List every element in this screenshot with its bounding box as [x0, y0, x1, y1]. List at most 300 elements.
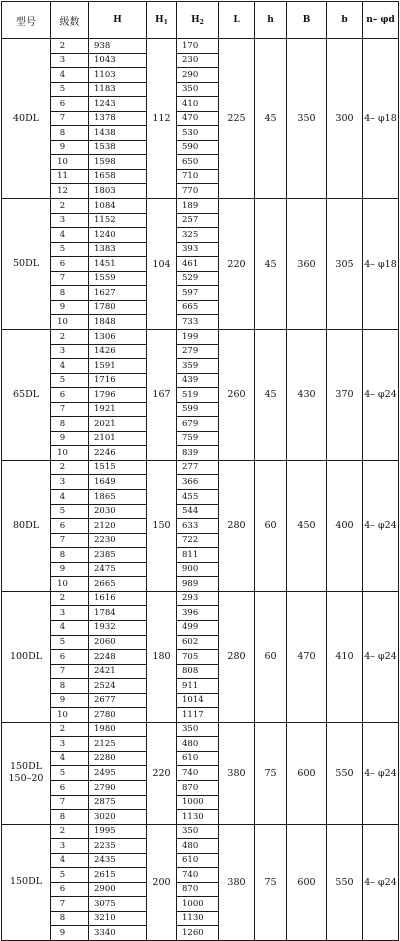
stage-cell [51, 460, 89, 591]
stage-cell-value: 9 [51, 140, 88, 155]
H1-cell: 112 [147, 39, 177, 199]
H-cell-value: 1559 [89, 271, 146, 286]
H2-cell-list [177, 825, 218, 940]
H-cell-list [89, 199, 146, 329]
H2-cell-value: 1260 [177, 925, 218, 940]
stage-cell-value: 7 [51, 533, 88, 548]
holes-cell: 4– φ24 [363, 722, 399, 824]
model-cell [2, 199, 51, 330]
H2-cell-value: 1130 [177, 809, 218, 824]
H2-cell-value: 439 [177, 373, 218, 388]
model-group-row [2, 722, 399, 824]
stage-cell-value: 6 [51, 96, 88, 111]
H2-cell-list [177, 199, 218, 329]
stage-cell-value: 3 [51, 736, 88, 751]
H2-cell [177, 329, 219, 460]
L-cell: 280 [219, 460, 255, 591]
stage-cell-value: 10 [51, 576, 88, 591]
H2-cell [177, 460, 219, 591]
H2-cell-list [177, 330, 218, 460]
header-h: h [255, 2, 287, 39]
stage-cell-value: 2 [59, 826, 66, 837]
stage-cell-value: 5 [51, 242, 88, 257]
H2-cell-value: 530 [177, 125, 218, 140]
stage-cell-value: 7 [51, 896, 88, 911]
H2-cell-value: 610 [177, 853, 218, 868]
stage-cell-value: 3 [51, 53, 88, 68]
header-B: B [287, 2, 327, 39]
B-cell: 600 [287, 722, 327, 824]
H-cell-value: 2230 [89, 533, 146, 548]
header-b: b [327, 2, 363, 39]
H-cell-value: 1240 [89, 227, 146, 242]
H-cell-value: 1451 [89, 256, 146, 271]
model-cell [2, 722, 51, 824]
holes-cell: 4– φ18 [363, 199, 399, 330]
stage-cell-list [51, 39, 88, 198]
H2-cell-list [177, 39, 218, 198]
H2-cell-value: 293 [182, 593, 199, 604]
header-H1-base: H [155, 14, 164, 25]
H2-cell-value: 705 [177, 649, 218, 664]
H2-cell-value: 740 [177, 867, 218, 882]
H-cell [89, 591, 147, 722]
H2-cell-value: 710 [177, 169, 218, 184]
stage-cell-value: 10 [51, 445, 88, 460]
H2-cell-value: 733 [177, 314, 218, 329]
H2-cell-value: 1130 [177, 911, 218, 926]
B-cell: 350 [287, 39, 327, 199]
H-cell-list [89, 723, 146, 824]
stage-cell-value: 2 [59, 593, 66, 604]
stage-cell [51, 199, 89, 330]
H-cell [89, 199, 147, 330]
stage-cell-value: 8 [51, 125, 88, 140]
L-cell: 280 [219, 591, 255, 722]
H2-cell-value: 740 [177, 765, 218, 780]
H2-cell [177, 722, 219, 824]
B-cell: 360 [287, 199, 327, 330]
H2-cell-value: 350 [182, 826, 199, 837]
model-name-line: 150DL [9, 761, 43, 773]
L-cell: 380 [219, 824, 255, 940]
header-H2-base: H [191, 14, 200, 25]
H-cell-value: 1383 [89, 242, 146, 257]
h-cell: 75 [255, 824, 287, 940]
H-cell-value: 2421 [89, 664, 146, 679]
b-cell: 550 [327, 722, 363, 824]
H-cell-value: 1848 [89, 314, 146, 329]
H2-cell-value: 989 [177, 576, 218, 591]
model-group-row [2, 329, 399, 460]
model-name-line: 80DL [12, 519, 39, 531]
H-cell-value: 2030 [89, 504, 146, 519]
H-cell-value: 2475 [89, 562, 146, 577]
stage-cell-value: 3 [51, 838, 88, 853]
H2-cell-value: 230 [177, 53, 218, 68]
H2-cell-value: 396 [177, 605, 218, 620]
model-group-row [2, 199, 399, 330]
L-cell: 225 [219, 39, 255, 199]
H-cell-value: 1306 [94, 331, 116, 342]
stage-cell-value: 6 [51, 882, 88, 897]
stage-cell-value: 8 [51, 285, 88, 300]
H2-cell-value: 480 [177, 838, 218, 853]
model-group-row [2, 824, 399, 940]
H-cell-value: 1591 [89, 358, 146, 373]
H-cell-value: 3075 [89, 896, 146, 911]
stage-cell-value: 7 [51, 111, 88, 126]
B-cell: 600 [287, 824, 327, 940]
stage-cell-value: 7 [51, 795, 88, 810]
stage-cell-value: 10 [51, 314, 88, 329]
H2-cell-value: 350 [182, 724, 199, 735]
stage-cell-list [51, 330, 88, 460]
H-cell-value: 2875 [89, 795, 146, 810]
model-cell [2, 824, 51, 940]
model-cell [2, 460, 51, 591]
holes-cell: 4– φ24 [363, 591, 399, 722]
model-name-line: 40DL [12, 112, 39, 124]
H-cell [89, 722, 147, 824]
H-cell-value: 3020 [89, 809, 146, 824]
H-cell-value: 1995 [94, 826, 116, 837]
H2-cell-value: 1000 [177, 896, 218, 911]
stage-cell-value: 8 [51, 678, 88, 693]
H2-cell [177, 199, 219, 330]
stage-cell [51, 824, 89, 940]
H-cell [89, 460, 147, 591]
header-H1 [147, 2, 177, 39]
stage-cell-value: 9 [51, 925, 88, 940]
H-cell-value: 2235 [89, 838, 146, 853]
h-cell: 45 [255, 329, 287, 460]
stage-cell-value: 6 [51, 649, 88, 664]
H2-cell-value: 679 [177, 416, 218, 431]
H2-cell-value: 870 [177, 882, 218, 897]
model-name-line: 100DL [9, 650, 43, 662]
H-cell-value: 2060 [89, 635, 146, 650]
H-cell-value: 1921 [89, 402, 146, 417]
L-cell: 380 [219, 722, 255, 824]
model-group-row [2, 591, 399, 722]
H1-cell: 167 [147, 329, 177, 460]
H1-cell: 180 [147, 591, 177, 722]
stage-cell-value: 4 [51, 853, 88, 868]
H2-cell [177, 591, 219, 722]
stage-cell-value: 5 [51, 635, 88, 650]
stage-cell-value: 8 [51, 547, 88, 562]
B-cell: 470 [287, 591, 327, 722]
model-cell [2, 39, 51, 199]
H2-cell-value: 470 [177, 111, 218, 126]
stage-cell-value: 10 [51, 154, 88, 169]
H-cell-value: 1084 [94, 200, 116, 211]
stage-cell-value: 12 [51, 183, 88, 198]
H-cell-value: 1043 [89, 53, 146, 68]
stage-cell-value: 5 [51, 373, 88, 388]
H2-cell-value: 366 [177, 474, 218, 489]
stage-cell-value: 9 [51, 562, 88, 577]
H-cell-value: 1627 [89, 285, 146, 300]
H2-cell-value: 759 [177, 431, 218, 446]
stage-cell-value: 2 [59, 724, 66, 735]
H-cell-value: 1378 [89, 111, 146, 126]
H-cell-value: 3340 [89, 925, 146, 940]
H-cell-value: 1865 [89, 489, 146, 504]
H2-cell-value: 279 [177, 344, 218, 359]
b-cell: 305 [327, 199, 363, 330]
model-cell [2, 329, 51, 460]
H2-cell-value: 650 [177, 154, 218, 169]
H2-cell-value: 170 [182, 40, 199, 51]
H-cell-value: 1243 [89, 96, 146, 111]
stage-cell-value: 5 [51, 765, 88, 780]
H-cell-value: 938 [94, 40, 111, 51]
H-cell-value: 2120 [89, 518, 146, 533]
H-cell-value: 1780 [89, 300, 146, 315]
H-cell-list [89, 461, 146, 591]
H-cell-value: 1803 [89, 183, 146, 198]
H2-cell-value: 350 [177, 82, 218, 97]
stage-cell-value: 9 [51, 300, 88, 315]
header-holes: n– φd [363, 2, 399, 39]
stage-cell-value: 3 [51, 213, 88, 228]
H-cell-value: 2021 [89, 416, 146, 431]
stage-cell-value: 8 [51, 911, 88, 926]
stage-cell-list [51, 199, 88, 329]
H2-cell [177, 824, 219, 940]
model-name-line: 65DL [12, 388, 39, 400]
stage-cell-value: 4 [51, 620, 88, 635]
H2-cell-value: 911 [177, 678, 218, 693]
H-cell-value: 1716 [89, 373, 146, 388]
header-H2-sub: 2 [199, 18, 204, 26]
H-cell-value: 2615 [89, 867, 146, 882]
holes-cell: 4– φ24 [363, 329, 399, 460]
H-cell-value: 1538 [89, 140, 146, 155]
stage-cell [51, 722, 89, 824]
stage-cell-value: 8 [51, 416, 88, 431]
H-cell-value: 2495 [89, 765, 146, 780]
model-name-line: 150DL [9, 876, 43, 888]
H2-cell-value: 480 [177, 736, 218, 751]
H2-cell-value: 359 [177, 358, 218, 373]
stage-cell-value: 6 [51, 256, 88, 271]
H2-cell-value: 544 [177, 504, 218, 519]
stage-cell-value: 2 [59, 40, 66, 51]
H-cell-value: 2790 [89, 780, 146, 795]
stage-cell-value: 5 [51, 867, 88, 882]
h-cell: 75 [255, 722, 287, 824]
H2-cell-value: 722 [177, 533, 218, 548]
header-L: L [219, 2, 255, 39]
stage-cell-value: 8 [51, 809, 88, 824]
H-cell-value: 2280 [89, 751, 146, 766]
H-cell-value: 2524 [89, 678, 146, 693]
stage-cell-value: 3 [51, 605, 88, 620]
b-cell: 550 [327, 824, 363, 940]
stage-cell-value: 9 [51, 431, 88, 446]
H2-cell-value: 393 [177, 242, 218, 257]
stage-cell [51, 591, 89, 722]
H-cell-value: 1796 [89, 387, 146, 402]
stage-cell-value: 3 [51, 474, 88, 489]
H2-cell-value: 455 [177, 489, 218, 504]
H-cell-value: 2246 [89, 445, 146, 460]
H2-cell-value: 839 [177, 445, 218, 460]
B-cell: 430 [287, 329, 327, 460]
H2-cell-value: 1000 [177, 795, 218, 810]
holes-cell: 4– φ18 [363, 39, 399, 199]
H-cell-list [89, 330, 146, 460]
h-cell: 60 [255, 460, 287, 591]
H-cell-value: 1658 [89, 169, 146, 184]
H2-cell-value: 590 [177, 140, 218, 155]
H2-cell-value: 633 [177, 518, 218, 533]
stage-cell-value: 2 [59, 200, 66, 211]
B-cell: 450 [287, 460, 327, 591]
b-cell: 410 [327, 591, 363, 722]
H2-cell-value: 277 [182, 462, 199, 473]
H2-cell-value: 770 [177, 183, 218, 198]
H-cell-value: 1616 [94, 593, 116, 604]
H-cell-value: 1649 [89, 474, 146, 489]
H-cell-value: 2780 [89, 707, 146, 722]
H-cell-value: 1598 [89, 154, 146, 169]
h-cell: 60 [255, 591, 287, 722]
H2-cell-value: 599 [177, 402, 218, 417]
H1-cell: 200 [147, 824, 177, 940]
b-cell: 400 [327, 460, 363, 591]
H-cell [89, 39, 147, 199]
header-H1-sub: 1 [163, 18, 168, 26]
H-cell-value: 1426 [89, 344, 146, 359]
stage-cell-value: 9 [51, 693, 88, 708]
H-cell-list [89, 39, 146, 198]
H2-cell-value: 189 [182, 200, 199, 211]
L-cell: 220 [219, 199, 255, 330]
H2-cell-value: 1014 [177, 693, 218, 708]
H-cell-list [89, 592, 146, 722]
stage-cell-value: 2 [59, 331, 66, 342]
H2-cell-value: 811 [177, 547, 218, 562]
H-cell [89, 329, 147, 460]
H2-cell-value: 1117 [177, 707, 218, 722]
H2-cell [177, 39, 219, 199]
H2-cell-value: 870 [177, 780, 218, 795]
header-H: H [89, 2, 147, 39]
H-cell-list [89, 825, 146, 940]
b-cell: 300 [327, 39, 363, 199]
stage-cell-value: 6 [51, 518, 88, 533]
stage-cell-value: 11 [51, 169, 88, 184]
H2-cell-value: 499 [177, 620, 218, 635]
header-row [2, 2, 399, 39]
stage-cell [51, 329, 89, 460]
H2-cell-value: 257 [177, 213, 218, 228]
stage-cell-value: 5 [51, 504, 88, 519]
H2-cell-value: 597 [177, 285, 218, 300]
model-name-line: 50DL [12, 258, 39, 270]
stage-cell-value: 4 [51, 751, 88, 766]
stage-cell-value: 4 [51, 358, 88, 373]
H2-cell-value: 665 [177, 300, 218, 315]
model-group-row [2, 39, 399, 199]
H2-cell-value: 325 [177, 227, 218, 242]
h-cell: 45 [255, 199, 287, 330]
H2-cell-value: 900 [177, 562, 218, 577]
stage-cell-list [51, 592, 88, 722]
H-cell-value: 1152 [89, 213, 146, 228]
H-cell-value: 1784 [89, 605, 146, 620]
H2-cell-value: 461 [177, 256, 218, 271]
H-cell-value: 3210 [89, 911, 146, 926]
model-cell [2, 591, 51, 722]
h-cell: 45 [255, 39, 287, 199]
table-body [2, 39, 399, 941]
stage-cell-list [51, 825, 88, 940]
stage-cell [51, 39, 89, 199]
H2-cell-value: 529 [177, 271, 218, 286]
header-H2 [177, 2, 219, 39]
model-group-row [2, 460, 399, 591]
stage-cell-value: 4 [51, 227, 88, 242]
stage-cell-value: 4 [51, 67, 88, 82]
stage-cell-value: 6 [51, 780, 88, 795]
H2-cell-value: 602 [177, 635, 218, 650]
H-cell-value: 2900 [89, 882, 146, 897]
dimension-table [1, 1, 399, 941]
stage-cell-list [51, 461, 88, 591]
H-cell-value: 2665 [89, 576, 146, 591]
H-cell-value: 1515 [94, 462, 116, 473]
model-name-line: 150–20 [8, 773, 44, 785]
H2-cell-list [177, 592, 218, 722]
H1-cell: 220 [147, 722, 177, 824]
H2-cell-list [177, 723, 218, 824]
stage-cell-value: 2 [59, 462, 66, 473]
H2-cell-list [177, 461, 218, 591]
H-cell-value: 2125 [89, 736, 146, 751]
stage-cell-list [51, 723, 88, 824]
H-cell-value: 2248 [89, 649, 146, 664]
H2-cell-value: 410 [177, 96, 218, 111]
H2-cell-value: 808 [177, 664, 218, 679]
holes-cell: 4– φ24 [363, 824, 399, 940]
H-cell-value: 1932 [89, 620, 146, 635]
stage-cell-value: 7 [51, 271, 88, 286]
H-cell-value: 2101 [89, 431, 146, 446]
H-cell-value: 1103 [89, 67, 146, 82]
b-cell: 370 [327, 329, 363, 460]
holes-cell: 4– φ24 [363, 460, 399, 591]
H-cell-value: 1183 [89, 82, 146, 97]
H2-cell-value: 610 [177, 751, 218, 766]
H1-cell: 104 [147, 199, 177, 330]
H-cell-value: 1438 [89, 125, 146, 140]
stage-cell-value: 5 [51, 82, 88, 97]
header-model: 型号 [2, 2, 51, 39]
H2-cell-value: 199 [182, 331, 199, 342]
H-cell-value: 2677 [89, 693, 146, 708]
stage-cell-value: 4 [51, 489, 88, 504]
L-cell: 260 [219, 329, 255, 460]
stage-cell-value: 7 [51, 664, 88, 679]
H2-cell-value: 290 [177, 67, 218, 82]
stage-cell-value: 7 [51, 402, 88, 417]
stage-cell-value: 3 [51, 344, 88, 359]
